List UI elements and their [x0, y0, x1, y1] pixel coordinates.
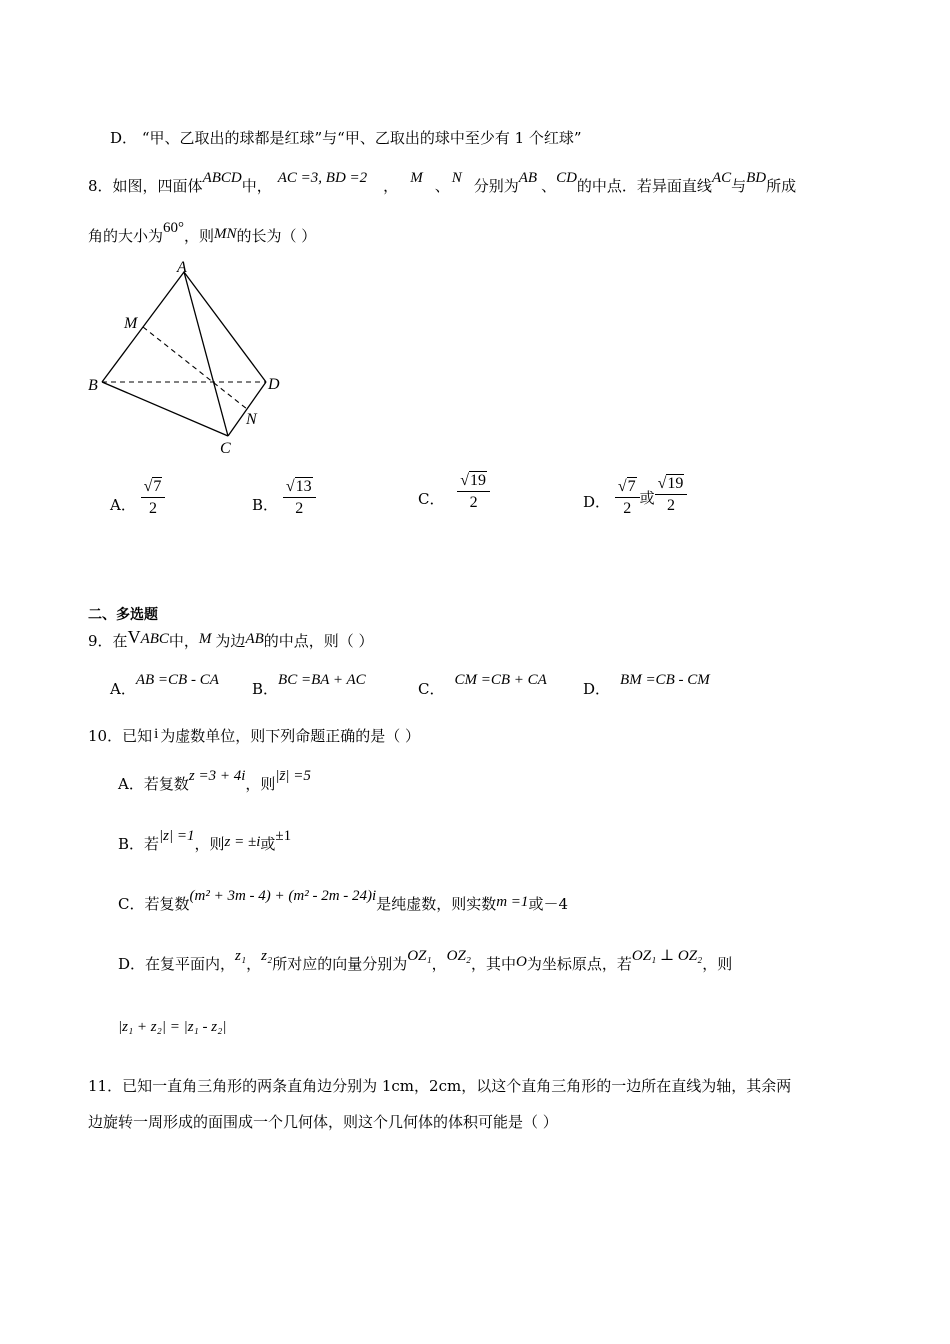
option-label: C． [418, 490, 445, 508]
text: 如图，四面体 [112, 177, 203, 195]
denominator: 2 [469, 494, 478, 511]
radicand: 19 [667, 475, 684, 492]
q9-stem [88, 627, 374, 652]
denominator: 2 [667, 497, 675, 514]
math: OZ₁ ⊥ OZ₂ [631, 948, 703, 964]
question-number: 8． [88, 177, 113, 195]
math: CD [556, 170, 577, 186]
option-label: B． [252, 680, 279, 698]
text: ， [431, 955, 447, 973]
q8-option-d[interactable] [583, 472, 687, 518]
q8-option-c[interactable] [418, 472, 490, 512]
math: m =1 [496, 894, 529, 910]
text: 为虚数单位，则下列命题正确的是（ ） [160, 727, 421, 745]
text: ，则 [245, 775, 276, 793]
option-label: C． [418, 680, 445, 698]
text: 或 [260, 835, 276, 853]
vertex-label-a: A [177, 259, 187, 276]
option-label: D． [583, 493, 611, 511]
q10-option-c[interactable] [118, 888, 568, 915]
text: 角的大小为 [88, 227, 164, 245]
radicand: 13 [295, 478, 312, 495]
question-number: 10． [88, 727, 123, 745]
text: ，其中 [471, 955, 517, 973]
text: 为坐标原点，若 [526, 955, 632, 973]
option-label: B． [118, 835, 145, 853]
q8-stem-line1 [88, 170, 868, 197]
vector-expression: BM =CB - CM [620, 672, 710, 688]
text: 所对应的向量分别为 [272, 955, 408, 973]
text: ， [246, 955, 262, 973]
text: 已知 [122, 727, 153, 745]
vertex-label-m: M [124, 315, 138, 332]
math: z₂ [261, 948, 273, 964]
math: BD [746, 170, 767, 186]
text: 的中点，则（ ） [263, 632, 374, 650]
math: O [516, 954, 527, 970]
math: z =3 + 4i [188, 768, 246, 784]
text: 中， [168, 632, 199, 650]
text: 是纯虚数，则实数 [376, 895, 497, 913]
text: 若 [144, 835, 160, 853]
radicand: 19 [470, 472, 487, 489]
q10-option-b[interactable] [118, 828, 292, 855]
tetrahedron-figure [80, 252, 300, 462]
text: 、 [434, 177, 450, 195]
q10-stem [88, 726, 420, 747]
text: 所成 [766, 177, 797, 195]
math: z₁ [235, 948, 247, 964]
q8-option-a[interactable] [110, 478, 165, 518]
text: 若复数 [144, 895, 190, 913]
q7-option-d [110, 128, 582, 148]
text: 在复平面内， [145, 955, 236, 973]
fraction: $\frac{√19}{2}$ [655, 475, 688, 515]
text: 、 [541, 177, 557, 195]
math: AC =3, BD =2 [277, 170, 368, 186]
math: ABCD [202, 170, 242, 186]
q10-option-d-result [118, 1016, 226, 1037]
text: 或－4 [528, 895, 568, 913]
math: ±1 [275, 828, 292, 844]
text: 中， [241, 177, 272, 195]
option-label: A． [110, 496, 136, 514]
radicand: 7 [153, 478, 162, 495]
q11-stem-line1: 11．已知一直角三角形的两条直角边分别为 1cm，2cm，以这个直角三角形的一边所在直线为轴，其余两 [88, 1077, 792, 1095]
option-label: D． [118, 955, 146, 973]
math: |z̄| =5 [275, 768, 311, 784]
math: (m² + 3m - 4) + (m² - 2m - 24)i [189, 888, 377, 904]
math: |z₁ + z₂| = |z₁ - z₂| [118, 1019, 227, 1035]
q9-option-d[interactable] [583, 668, 710, 698]
text: 与 [731, 177, 747, 195]
segment-mn [143, 327, 247, 409]
text: ，则 [702, 955, 733, 973]
fraction: $\frac{√19}{2}$ [457, 472, 490, 512]
vertex-label-c: C [220, 440, 231, 457]
option-label: D． [583, 680, 611, 698]
math: i [154, 726, 159, 742]
option-label: A． [110, 680, 136, 698]
math: AC [711, 170, 732, 186]
option-label: C． [118, 895, 145, 913]
option-label: D． [110, 129, 138, 147]
denominator: 2 [295, 500, 304, 517]
section-heading: 二、多选题 [88, 607, 158, 623]
q9-option-b[interactable] [252, 668, 366, 698]
q10-option-d[interactable] [118, 948, 733, 975]
q9-option-a[interactable] [110, 668, 219, 698]
math: OZ₂ [446, 948, 471, 964]
math: N [451, 170, 462, 186]
denominator: 2 [149, 500, 158, 517]
math: z = ±i [224, 834, 261, 850]
math: 60° [163, 220, 185, 236]
vertex-label-b: B [88, 377, 98, 394]
vector-expression: AB =CB - CA [135, 672, 219, 688]
math: ABC [140, 631, 169, 647]
fraction: $\frac{√7}{2}$ [615, 478, 640, 518]
radicand: 7 [627, 478, 636, 495]
q11-stem-line2: 边旋转一周形成的面围成一个几何体，则这个几何体的体积可能是（ ） [88, 1113, 558, 1131]
text: 分别为 [473, 177, 519, 195]
vertex-label-n: N [246, 411, 257, 428]
text: 为边 [215, 632, 246, 650]
text: 若复数 [143, 775, 189, 793]
text: ，则 [184, 227, 215, 245]
q8-stem-line2 [88, 220, 317, 247]
math: AB [245, 631, 264, 647]
math: OZ₁ [407, 948, 432, 964]
edge-ac [184, 272, 228, 436]
text: ， [383, 177, 399, 195]
vector-expression: CM =CB + CA [454, 672, 547, 688]
vector-expression: BC =BA + AC [278, 672, 366, 688]
question-number: 9． [88, 632, 113, 650]
vertex-label-d: D [268, 376, 280, 393]
edge-ad [184, 272, 266, 382]
q10-option-a[interactable] [118, 768, 311, 795]
edge-bc [102, 382, 228, 436]
q9-option-c[interactable] [418, 668, 547, 698]
text: 的中点．若异面直线 [576, 177, 712, 195]
math: MN [214, 226, 237, 242]
math: M [198, 631, 212, 647]
triangle-symbol: V [127, 627, 141, 647]
text: 或 [639, 489, 655, 507]
math: |z| =1 [159, 828, 195, 844]
denominator: 2 [623, 500, 632, 517]
fraction: $\frac{√13}{2}$ [283, 478, 316, 518]
text: 的长为（ ） [236, 227, 317, 245]
math: AB [518, 170, 538, 186]
option-text: “甲、乙取出的球都是红球”与“甲、乙取出的球中至少有 1 个红球” [141, 129, 582, 147]
math: M [410, 170, 423, 186]
text: ，则 [194, 835, 225, 853]
q8-option-b[interactable] [252, 478, 316, 518]
option-label: A． [118, 775, 144, 793]
option-label: B． [252, 496, 279, 514]
fraction: $\frac{√7}{2}$ [141, 478, 166, 518]
text: 在 [112, 632, 128, 650]
